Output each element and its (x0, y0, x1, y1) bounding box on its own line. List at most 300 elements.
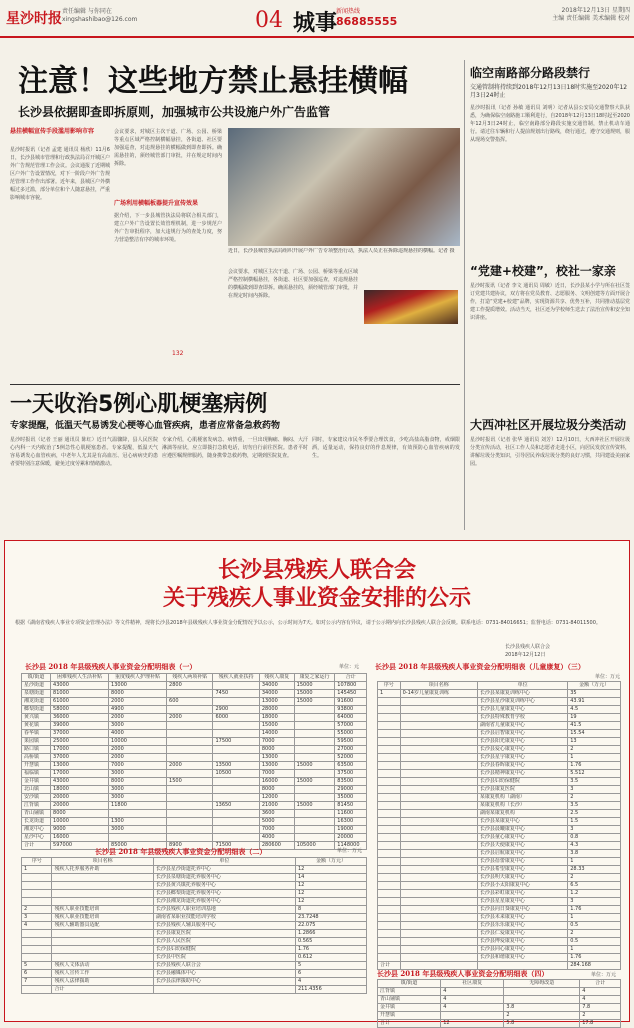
table3-row (378, 794, 621, 802)
table1-row (22, 810, 367, 818)
table1-cell: 11800 (109, 802, 167, 810)
table3-cell: 长沙县精神康复中心 (477, 770, 567, 778)
table2-cell (22, 874, 52, 882)
table2-cell: 残疾人文体活动 (52, 962, 153, 970)
table1-cell: 3000 (109, 722, 167, 730)
table1-cell (294, 818, 335, 826)
table1-cell (294, 706, 335, 714)
table1-cell: 39000 (51, 722, 109, 730)
lead-body-col4: 会议要求，对城区主次干道、广场、公园、桥梁等重点区域严格控制横幅悬挂，各街道、社区要加强巡查，对违规悬挂的横幅做到即查即拆。确需悬挂的，须经城管部门审批，并在规定时间内拆除。 (228, 269, 358, 299)
table1-cell: 19000 (335, 826, 367, 834)
table3-cell: 3 (568, 826, 621, 834)
table3-cell: 长沙县晨曦康复中心 (477, 826, 567, 834)
table2-cell: 5 (22, 962, 52, 970)
table1-cell: 13000 (259, 698, 294, 706)
table1-cell: 15000 (294, 682, 335, 690)
table1-cell: 湘龙中心 (22, 826, 51, 834)
table4-row (378, 1004, 621, 1012)
table1-cell: 3600 (259, 810, 294, 818)
table1-row (22, 786, 367, 794)
table2-cell: 5 (295, 962, 366, 970)
table3-cell: 2 (568, 874, 621, 882)
lead-photo-caption: 近日，长沙县城管执法局组织开展户外广告专项整治行动，执法人员正在拆除违规悬挂的横幅。记者 摄 (228, 248, 455, 254)
table3-row (378, 890, 621, 898)
table3-cell (378, 754, 401, 762)
table2-row (22, 954, 367, 962)
table3-cell: 1 (568, 754, 621, 762)
table3-cell (400, 938, 477, 946)
table2-cell: 长沙县法律援助中心 (153, 978, 295, 986)
table1-cell: 13500 (213, 762, 259, 770)
table3-cell (378, 946, 401, 954)
table3-row (378, 842, 621, 850)
table4-cell: 12 (441, 1020, 504, 1028)
table1-cell (213, 810, 259, 818)
table3-cell (378, 858, 401, 866)
table3-unit: 单位：万元 (595, 674, 621, 680)
table3-cell (378, 882, 401, 890)
table1-cell: 28000 (259, 706, 294, 714)
table2-header-cell: 单位 (153, 858, 295, 866)
table1-cell: 福临镇 (22, 770, 51, 778)
table1 (21, 673, 367, 850)
table3-cell: 长沙县向日葵康复中心 (477, 906, 567, 914)
table1-cell (167, 722, 213, 730)
table1-cell: 8000 (109, 778, 167, 786)
table1-row (22, 714, 367, 722)
table1-cell: 105000 (294, 842, 335, 850)
table1-cell: 43000 (51, 778, 109, 786)
table4-cell: 4 (441, 988, 504, 996)
table3-cell (400, 746, 477, 754)
table2-cell (153, 986, 295, 994)
table1-cell (294, 834, 335, 842)
table3-cell (378, 866, 401, 874)
table2-cell: 长沙县残疾人联合会 (153, 962, 295, 970)
table1-cell: 21000 (259, 802, 294, 810)
table3-cell (378, 714, 401, 722)
lead-photo (228, 128, 460, 246)
table1-cell: 16300 (335, 818, 367, 826)
table1-cell: 20000 (51, 802, 109, 810)
table3-row (378, 754, 621, 762)
table3-cell: 2 (568, 746, 621, 754)
table1-cell: 7000 (259, 770, 294, 778)
table3-cell (378, 730, 401, 738)
table3-cell: 长沙县蓓蕾康复中心 (477, 858, 567, 866)
table1-cell: 71500 (213, 842, 259, 850)
notice-signature: 长沙县残疾人联合会 (505, 644, 551, 650)
table3-cell: 长沙县爱心康复中心 (477, 746, 567, 754)
table1-cell (167, 818, 213, 826)
table1-cell (167, 786, 213, 794)
table1-cell (167, 834, 213, 842)
table1-header-cell: 合计 (335, 674, 367, 682)
table2-cell: 14 (295, 874, 366, 882)
table3-cell (400, 858, 477, 866)
table2-cell: 12 (295, 882, 366, 890)
table1-cell (213, 698, 259, 706)
table2-cell: 残疾人辅助器具适配 (52, 922, 153, 930)
table1-header-cell: 重度残疾人护理补贴 (109, 674, 167, 682)
lead-subheading-2: 广场利用横幅板器提升宣传效果 (114, 200, 199, 207)
page-number: 04 (255, 8, 283, 33)
table1-cell: 18000 (51, 786, 109, 794)
table1-cell: 榔梨街道 (22, 706, 51, 714)
table1-cell: 13650 (213, 802, 259, 810)
table1-cell (167, 794, 213, 802)
logo-subtitle-line1: 责任编辑 与你同在 (62, 8, 112, 15)
table1-cell: 93800 (335, 706, 367, 714)
table1-cell: 1300 (109, 818, 167, 826)
table3-cell: 长沙县启航康复中心 (477, 850, 567, 858)
lead-body-col1: 星沙时报讯（记者 孟建 通讯员 杨欣）11月6日，长沙县城市管理和行政执法局召开城区户外广告规范管理工作会议。会议通报了近期城区户外广告设置情况，对下一阶段户外广告规范管理工作作出部署。近年来，县城区户外横幅过多过滥，部分单位和个人随意悬挂，严重影响城市容貌。 (10, 147, 110, 201)
table2-cell (52, 890, 153, 898)
table1-cell: 安沙镇 (22, 794, 51, 802)
newspaper-logo: 星沙时报 (6, 11, 62, 27)
table1-cell: 4000 (259, 834, 294, 842)
table4-cell: 7.8 (580, 1004, 621, 1012)
logo-subtitle (62, 8, 137, 24)
table3-cell (378, 818, 401, 826)
table1-cell: 57000 (335, 722, 367, 730)
table4-cell: 合计 (378, 1020, 441, 1028)
table3-cell (378, 810, 401, 818)
issue-date (470, 7, 630, 23)
table1-cell (294, 786, 335, 794)
table1-row (22, 682, 367, 690)
table3-cell: 长沙县乐乐康复中心 (477, 922, 567, 930)
table1-row (22, 834, 367, 842)
table1-cell: 8000 (109, 690, 167, 698)
table3-cell (400, 890, 477, 898)
table3-row (378, 850, 621, 858)
table3-cell (378, 890, 401, 898)
table3-cell: 5.512 (568, 770, 621, 778)
table1-cell: 15000 (294, 690, 335, 698)
table1-cell: 8900 (167, 842, 213, 850)
table3-cell (400, 882, 477, 890)
table2-row (22, 890, 367, 898)
table3-cell (378, 746, 401, 754)
table3-row (378, 874, 621, 882)
table1-cell: 36000 (51, 714, 109, 722)
table2 (21, 857, 367, 994)
table1-cell: 8000 (259, 786, 294, 794)
table3-cell: 长沙县康复医院 (477, 786, 567, 794)
table1-row (22, 762, 367, 770)
table1-cell (294, 738, 335, 746)
table3-cell (400, 914, 477, 922)
table1-cell (213, 826, 259, 834)
table2-row (22, 914, 367, 922)
table3-cell (400, 730, 477, 738)
table3-cell (400, 842, 477, 850)
table3-cell: 2.5 (568, 810, 621, 818)
table1-cell (167, 730, 213, 738)
table3-cell: 合计 (378, 962, 401, 970)
table1-unit: 单位：元 (339, 664, 360, 670)
table1-cell: 85000 (109, 842, 167, 850)
table3-header-row (378, 682, 621, 690)
table2-cell: 0.612 (295, 954, 366, 962)
table3-cell (400, 754, 477, 762)
table1-cell: 13000 (109, 682, 167, 690)
table1-header-cell: 康复之家运行 (294, 674, 335, 682)
table3-cell: 0.5 (568, 938, 621, 946)
issue-date-line: 2018年12月13日 星期四 (561, 7, 630, 14)
table1-cell (109, 810, 167, 818)
table3-cell (400, 826, 477, 834)
table1-cell: 2000 (109, 754, 167, 762)
table1-cell: 3000 (109, 794, 167, 802)
table1-cell: 15000 (294, 802, 335, 810)
table3-cell (400, 954, 477, 962)
table1-cell: 13000 (259, 754, 294, 762)
table4-cell: 金井镇 (378, 1004, 441, 1012)
table3-cell (400, 786, 477, 794)
table2-row (22, 930, 367, 938)
table1-cell (213, 730, 259, 738)
table2-row (22, 906, 367, 914)
table1-cell: 江背镇 (22, 802, 51, 810)
table1-cell: 合计 (22, 842, 51, 850)
table3-cell (378, 794, 401, 802)
table3-cell (378, 722, 401, 730)
second-body-col1: 星沙时报讯（记者 王丽 通讯员 陈红）近日气温骤降，县人民医院心内科一天内收治了5例急性心肌梗塞患者。专家提醒，低温天气容易诱发心血管疾病，中老年人尤其是有高血压、冠心病病史的患者要特别注意保暖，避免过度劳累和情绪激动。 (10, 437, 158, 467)
table1-cell: 2000 (167, 714, 213, 722)
table3-cell: 长沙县仁爱康复中心 (477, 930, 567, 938)
table3-cell: 湖南省儿童康复中心 (477, 722, 567, 730)
table2-row (22, 970, 367, 978)
table3-cell (378, 930, 401, 938)
table3-cell: 长沙县儿童康复中心 (477, 706, 567, 714)
table3-cell: 6.5 (568, 882, 621, 890)
notice-intro: 根据《湖南省残疾人事业专项资金管理办法》等文件精神，现将长沙县2018年县级残疾人事业资金分配情况予以公示，公示时间为7天。如对公示内容有异议，请于公示期内向长沙县残疾人联合会反映。联系电话：0731-84016651；监督电话：0731-84011500。 (15, 620, 601, 626)
table3-row (378, 938, 621, 946)
table3-cell: 长沙县天使康复中心 (477, 842, 567, 850)
lead-body-col2: 会议要求，对城区主次干道、广场、公园、桥梁等重点区域严格控制横幅悬挂，各街道、社区要加强巡查，对违规悬挂的横幅做到即查即拆。确需悬挂的，须经城管部门审批，并在规定时间内拆除。 (114, 129, 222, 167)
table3-cell: 1.76 (568, 906, 621, 914)
table2-cell (22, 986, 52, 994)
table2-cell (52, 938, 153, 946)
table3-cell: 3.5 (568, 802, 621, 810)
table3-row (378, 898, 621, 906)
table2-row (22, 938, 367, 946)
table3-row (378, 738, 621, 746)
table1-cell: 6000 (213, 714, 259, 722)
table3-cell (378, 778, 401, 786)
table3-cell (378, 874, 401, 882)
table2-cell: 12 (295, 898, 366, 906)
table1-cell (167, 810, 213, 818)
table3-cell: 28.33 (568, 866, 621, 874)
table1-cell: 83500 (335, 778, 367, 786)
table1-cell: 路口镇 (22, 746, 51, 754)
table2-cell: 7 (22, 978, 52, 986)
table3-cell (400, 778, 477, 786)
table1-cell: 2900 (213, 706, 259, 714)
table3-cell (378, 906, 401, 914)
table2-cell: 8 (295, 906, 366, 914)
table1-cell: 9000 (51, 826, 109, 834)
header-rule (0, 36, 634, 38)
table2-cell: 长沙县残疾人辅具服务中心 (153, 922, 295, 930)
table1-cell (213, 786, 259, 794)
table3-row (378, 866, 621, 874)
table3-row (378, 762, 621, 770)
table1-cell: 35000 (335, 794, 367, 802)
table1-cell (167, 826, 213, 834)
table1-row (22, 706, 367, 714)
table2-cell: 长沙县黄兴镇托养服务中心 (153, 882, 295, 890)
second-subtitle: 专家提醒，低温天气易诱发心梗等心血管疾病，患者应常备急救药物 (10, 421, 281, 431)
table1-title: 长沙县 2018 年县级残疾人事业资金分配明细表（一） (25, 662, 197, 671)
table1-cell: 泉塘街道 (22, 690, 51, 698)
table1-cell: 8000 (51, 810, 109, 818)
table1-cell (213, 722, 259, 730)
table3-cell: 0-14岁儿童康复训练 (400, 690, 477, 698)
table3-cell: 长沙县博爱康复中心 (477, 938, 567, 946)
table1-cell: 7450 (213, 690, 259, 698)
table3-cell (378, 706, 401, 714)
table1-cell: 17000 (51, 770, 109, 778)
table1-cell: 青山铺镇 (22, 810, 51, 818)
table1-cell: 25000 (51, 738, 109, 746)
table4-unit: 单位：万元 (591, 972, 617, 978)
table3-cell: 15.54 (568, 730, 621, 738)
table1-cell: 600 (167, 698, 213, 706)
table1-row (22, 746, 367, 754)
table1-cell: 43000 (51, 682, 109, 690)
table3-row (378, 826, 621, 834)
table3-row (378, 730, 621, 738)
table1-row (22, 770, 367, 778)
table3-row (378, 706, 621, 714)
table1-header-cell: 困难残疾人生活补贴 (51, 674, 109, 682)
table3-cell (378, 922, 401, 930)
table2-cell: 0.565 (295, 938, 366, 946)
table2-cell: 2 (22, 906, 52, 914)
table1-cell: 13000 (51, 762, 109, 770)
table2-cell: 3 (22, 914, 52, 922)
table1-cell: 2000 (109, 746, 167, 754)
table3-cell: 1.76 (568, 954, 621, 962)
table3-row (378, 698, 621, 706)
table1-cell: 星沙街道 (22, 682, 51, 690)
table3-cell (378, 938, 401, 946)
table3-cell (378, 698, 401, 706)
table4-cell: 4 (441, 1004, 504, 1012)
second-body-col3: 同时，专家建议市民冬季要合理饮食，少吃高盐高脂食物，戒烟限酒，适量运动，保持良好的作息规律，有效预防心血管疾病的发生。 (312, 437, 460, 459)
table3-cell (400, 738, 477, 746)
notice-date: 2018年12月12日 (505, 652, 546, 658)
table1-cell: 280600 (259, 842, 294, 850)
table1-header-cell: 残疾人两项补贴 (167, 674, 213, 682)
table2-header-row (22, 858, 367, 866)
table1-cell: 1148000 (335, 842, 367, 850)
table3-cell: 长沙县同心康复中心 (477, 946, 567, 954)
table2-cell: 22.075 (295, 922, 366, 930)
table2-cell: 12 (295, 866, 366, 874)
table1-cell: 黄兴镇 (22, 714, 51, 722)
table1-cell (294, 826, 335, 834)
table3-cell: 1.5 (568, 818, 621, 826)
table3-cell (378, 762, 401, 770)
table2-cell: 6 (295, 970, 366, 978)
table4-cell: 江背镇 (378, 988, 441, 996)
table4-header-cell: 镇/街道 (378, 980, 441, 988)
table1-row (22, 738, 367, 746)
table3-header-cell: 金额（万元） (568, 682, 621, 690)
table3-header-cell: 项目名称 (400, 682, 477, 690)
table1-cell: 8000 (259, 746, 294, 754)
table1-header-cell: 残疾人就业扶持 (213, 674, 259, 682)
table1-row (22, 722, 367, 730)
table4-cell: 3.8 (504, 1004, 580, 1012)
table1-cell: 北山镇 (22, 786, 51, 794)
table1-cell: 64000 (335, 714, 367, 722)
lead-body-col3: 据介绍，下一步县城管执法局将联合相关部门，建立户外广告设置长效管理机制，进一步规范户外广告审批程序，加大违规行为的查处力度，努力营造整洁有序的城市环境。 (114, 213, 222, 243)
table4-cell (504, 996, 580, 1004)
table1-cell: 1500 (167, 778, 213, 786)
table1-cell: 91600 (335, 698, 367, 706)
table3-cell: 长沙县星星康复中心 (477, 898, 567, 906)
table1-row (22, 754, 367, 762)
table2-row (22, 946, 367, 954)
table1-cell: 17500 (213, 738, 259, 746)
table3-cell: 长沙县希望康复中心 (477, 866, 567, 874)
table3-row (378, 818, 621, 826)
table4-row (378, 988, 621, 996)
table3-title: 长沙县 2018 年县级残疾人事业资金分配明细表（儿童康复）（三） (375, 662, 585, 671)
table1-cell: 15000 (294, 762, 335, 770)
table1-cell: 2000 (167, 762, 213, 770)
table2-cell: 长沙县人民医院 (153, 938, 295, 946)
table3-row (378, 778, 621, 786)
table4-row (378, 1012, 621, 1020)
table1-cell: 18000 (259, 714, 294, 722)
page-marker: 132 (172, 350, 184, 357)
table1-cell: 10000 (51, 818, 109, 826)
table1-cell: 金井镇 (22, 778, 51, 786)
table1-cell: 长龙街道 (22, 818, 51, 826)
table1-cell: 81450 (335, 802, 367, 810)
table1-cell (294, 722, 335, 730)
table3-cell: 1.76 (568, 762, 621, 770)
table4-cell (504, 988, 580, 996)
table2-cell: 长沙县融媒体中心 (153, 970, 295, 978)
table3-cell (400, 834, 477, 842)
table1-cell: 597000 (51, 842, 109, 850)
table2-cell (22, 946, 52, 954)
table1-cell: 10000 (109, 738, 167, 746)
table2-row (22, 986, 367, 994)
table3-cell (378, 954, 401, 962)
table3-row (378, 858, 621, 866)
table3-row (378, 810, 621, 818)
table3-cell (378, 826, 401, 834)
table3 (377, 681, 621, 970)
table4-header-cell: 无障碍改造 (504, 980, 580, 988)
table2-unit: 单位：万元 (337, 848, 363, 854)
table4-cell: 青山铺镇 (378, 996, 441, 1004)
table2-cell: 长沙县康复医院 (153, 930, 295, 938)
table2-row (22, 978, 367, 986)
table2-cell (22, 938, 52, 946)
table3-cell: 1 (378, 690, 401, 698)
table3-cell: 3 (568, 898, 621, 906)
